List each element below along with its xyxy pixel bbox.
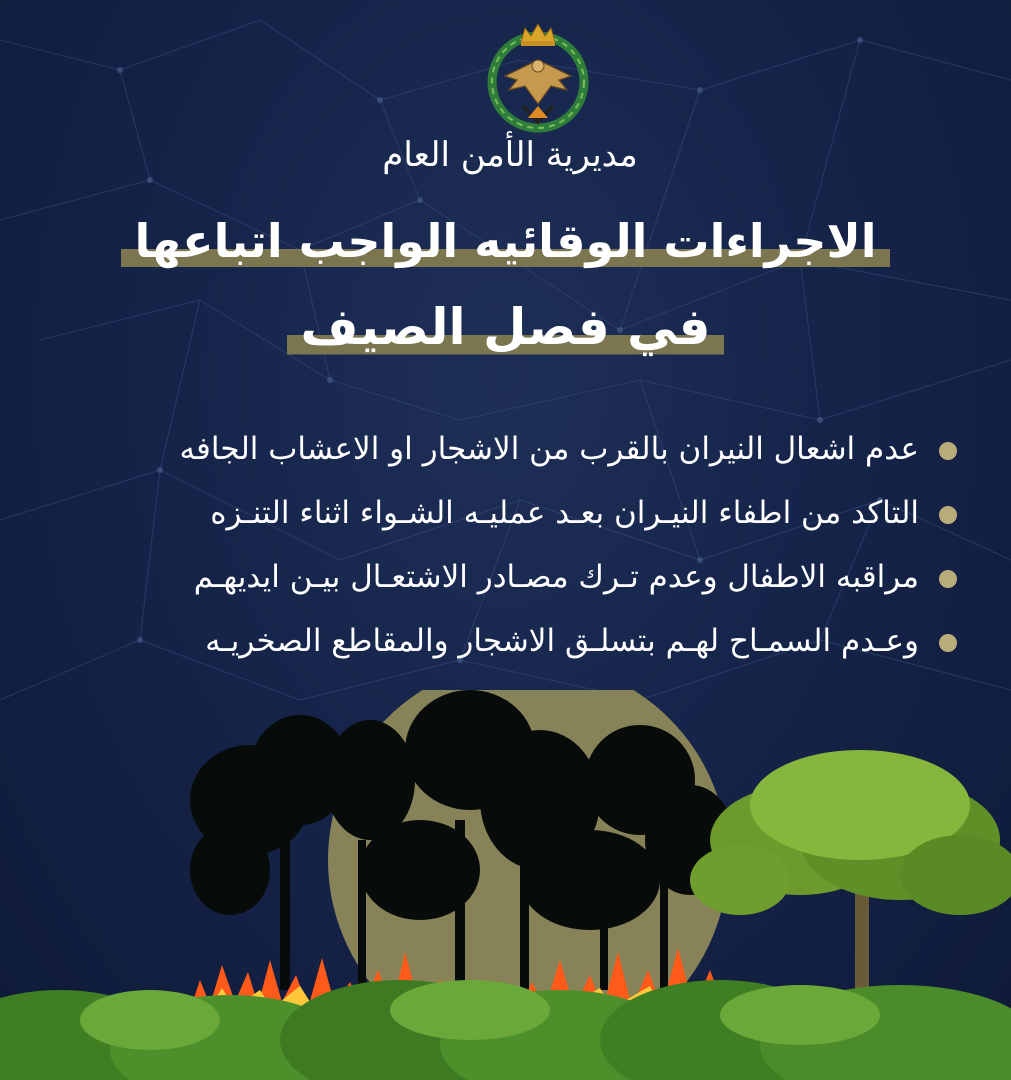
list-item bbox=[59, 488, 919, 552]
title-line-1 bbox=[0, 214, 1011, 274]
list-item-text: التاكد من اطفاء النيـران بعـد عمليـه الشـواء اثناء التنـزه bbox=[210, 495, 919, 531]
bullet-icon bbox=[939, 634, 957, 652]
list-item bbox=[59, 552, 919, 616]
list-item-text: وعـدم السمـاح لهـم بتسلـق الاشجار والمقاطع الصخريـه bbox=[205, 623, 919, 659]
bullet-icon bbox=[939, 442, 957, 460]
title-line-2-text: في فصل الصيف bbox=[287, 298, 725, 362]
precautions-list bbox=[59, 424, 919, 680]
list-item bbox=[59, 424, 919, 488]
bullet-icon bbox=[939, 506, 957, 524]
agency-name: مديرية الأمن العام bbox=[382, 135, 638, 175]
bullet-icon bbox=[939, 570, 957, 588]
list-item-text: عدم اشعال النيران بالقرب من الاشجار او الاعشاب الجافه bbox=[179, 431, 919, 467]
title-line-2 bbox=[0, 298, 1011, 362]
list-item-text: مراقبه الاطفال وعدم تـرك مصـادر الاشتعـال بيـن ايديهـم bbox=[193, 559, 919, 595]
forest-fire-scene bbox=[0, 690, 1011, 1080]
public-security-emblem-icon bbox=[483, 20, 593, 135]
title-line-1-text: الاجراءات الوقائيه الواجب اتباعها bbox=[121, 214, 891, 274]
bushes-icon bbox=[0, 980, 1011, 1080]
list-item bbox=[59, 616, 919, 680]
